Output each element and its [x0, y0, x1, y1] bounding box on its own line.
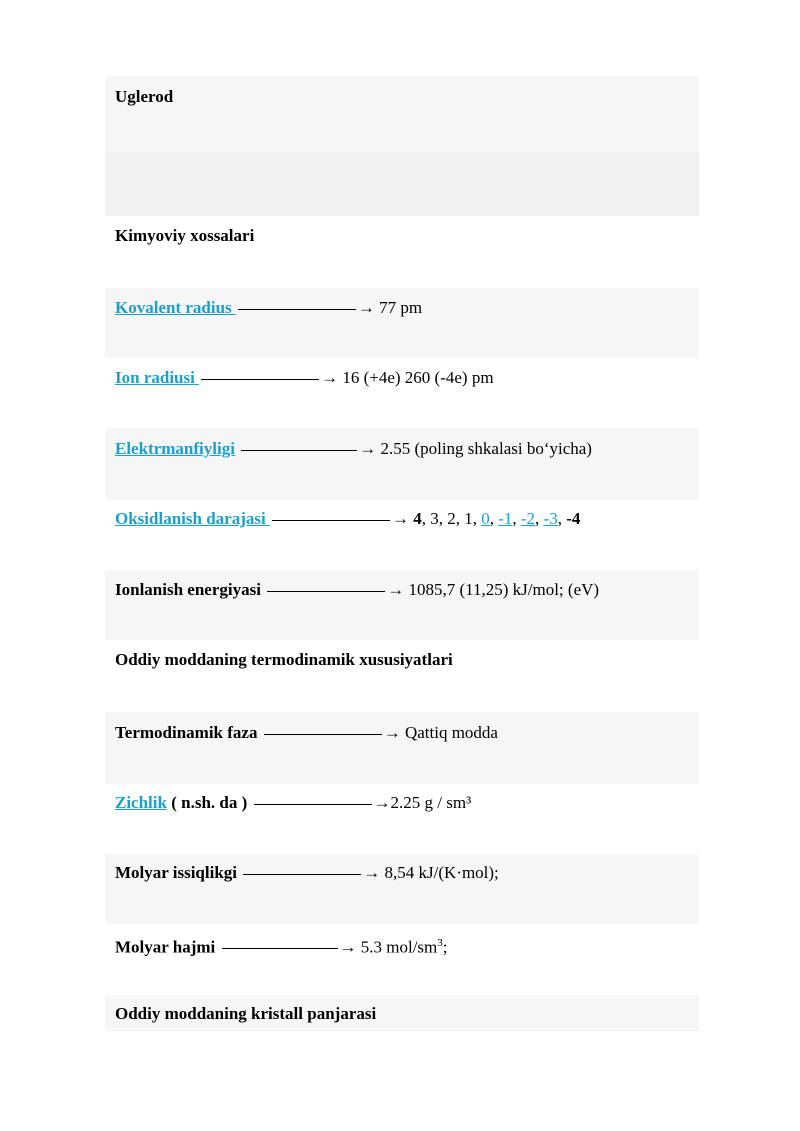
ox-m2-link[interactable]: -2 [520, 509, 536, 528]
arrow: → [357, 298, 375, 317]
volume-tail: ; [442, 937, 448, 957]
arrow: → [373, 793, 391, 812]
header-band-lower [105, 152, 699, 216]
dash-line [241, 450, 357, 451]
ox-m1-link[interactable]: -1 [498, 509, 513, 528]
dash-line [201, 379, 319, 380]
row-ion [115, 368, 494, 388]
ox-sep: , [512, 509, 521, 528]
arrow: → [383, 723, 401, 742]
dash-line [272, 520, 390, 521]
density-label2: ( n.sh. da ) [166, 793, 252, 812]
row-heat [115, 863, 499, 883]
dash-line [254, 804, 372, 805]
dash-line [238, 309, 356, 310]
row-ionization [115, 580, 599, 600]
dash-line [222, 948, 338, 949]
ox-0-link[interactable]: 0 [481, 509, 490, 528]
dash-line [264, 734, 382, 735]
arrow: → [359, 439, 377, 458]
volume-label: Molyar hajmi [115, 937, 220, 957]
arrow: → [363, 863, 381, 882]
row-phase [115, 723, 498, 743]
volume-sup: 3 [437, 937, 443, 949]
section-chemical: Kimyoviy xossalari [115, 226, 255, 245]
section-crystal: Oddiy moddaning kristall panjarasi [115, 1004, 377, 1023]
section-thermo: Oddiy moddaning termodinamik xususiyatlari [115, 650, 453, 669]
covalent-radius-link[interactable]: Kovalent radius [115, 298, 236, 317]
density-link[interactable]: Zichlik [115, 793, 167, 812]
ox-sep: , [489, 509, 499, 528]
density-value: 2.25 g / sm³ [390, 793, 472, 812]
arrow: → [387, 580, 405, 599]
page-title: Uglerod [115, 87, 174, 106]
header-band [105, 76, 699, 152]
row-volume [115, 933, 448, 958]
arrow: → [339, 937, 357, 957]
ox-m3-link[interactable]: -3 [543, 509, 558, 528]
ion-radius-link[interactable]: Ion radiusi [115, 368, 200, 387]
ox-m4: -4 [566, 509, 581, 528]
phase-label: Termodinamik faza [115, 723, 262, 742]
heat-label: Molyar issiqlikgi [115, 863, 242, 882]
dash-line [243, 874, 361, 875]
row-oxidation [115, 509, 580, 529]
oxidation-link[interactable]: Oksidlanish darajasi [115, 509, 270, 528]
ion-value: 16 (+4e) 260 (-4e) pm [342, 368, 494, 387]
ox-4: 4 [413, 509, 422, 528]
row-covalent [115, 298, 422, 318]
row-density [115, 793, 471, 813]
ionization-label: Ionlanish energiyasi [115, 580, 266, 599]
electronegativity-link[interactable]: Elektrmanfiyligi [115, 439, 235, 458]
ionization-value: 1085,7 (11,25) kJ/mol; (eV) [408, 580, 600, 599]
arrow: → [391, 509, 409, 528]
phase-value: Qattiq modda [404, 723, 498, 742]
row-electro [115, 439, 592, 459]
volume-value: 5.3 mol/sm [360, 937, 438, 957]
heat-value: 8,54 kJ/(K·mol); [384, 863, 499, 882]
covalent-value: 77 pm [379, 298, 423, 317]
ox-sep: , [535, 509, 544, 528]
dash-line [267, 591, 385, 592]
electro-value: 2.55 (poling shkalasi bo‘yicha) [380, 439, 592, 458]
arrow: → [321, 368, 339, 387]
ox-mid: , 3, 2, 1, [421, 509, 482, 528]
ox-sep: , [557, 509, 567, 528]
